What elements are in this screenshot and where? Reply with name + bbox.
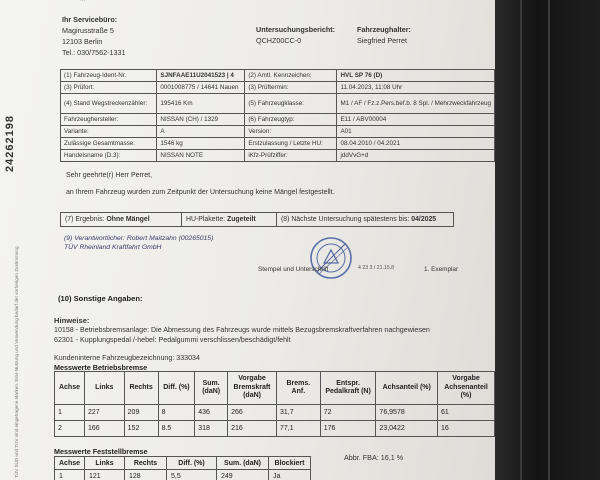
background-edge bbox=[520, 0, 522, 480]
table-cell: 16 bbox=[438, 421, 495, 437]
table-cell: 5,5 bbox=[167, 470, 217, 480]
note-line: 62301 - Kupplungspedal /-hebel: Pedalgummi verschlissen/beschädigt/fehlt bbox=[54, 335, 291, 344]
column-header: Achse bbox=[55, 457, 85, 470]
column-header: Entspr. Pedalkraft (N) bbox=[320, 372, 376, 405]
id-table-row bbox=[61, 150, 495, 162]
id-value: SJNFAAE11U2041523 | 4 bbox=[157, 70, 245, 82]
id-label: (1) Fahrzeug-Ident-Nr. bbox=[61, 70, 157, 82]
parking-brake-table bbox=[54, 456, 311, 480]
id-label: (4) Stand Wegstreckenzähler: bbox=[61, 94, 157, 114]
table-cell: 176 bbox=[320, 421, 376, 437]
table-cell: 77,1 bbox=[276, 421, 320, 437]
stamp-signature-label: Stempel und Unterschrift bbox=[258, 266, 329, 273]
note-line: 10158 - Betriebsbremsanlage: Die Abmessung des Fahrzeugs wurde mittels Bezugsbremskraftverfahren nachgewiesen bbox=[54, 325, 430, 334]
vehicle-owner-block bbox=[357, 24, 411, 46]
table-cell: 2 bbox=[55, 421, 85, 437]
id-value: HVL SP 76 (D) bbox=[337, 70, 495, 82]
tuv-stamp-icon bbox=[309, 236, 353, 280]
table-cell: 8 bbox=[158, 405, 195, 421]
table-cell: Ja bbox=[269, 470, 311, 480]
table-row bbox=[55, 421, 495, 437]
id-table-row bbox=[61, 70, 495, 82]
id-value: 0001008775 / 14641 Nauen bbox=[157, 82, 245, 94]
id-value: 195416 Km bbox=[157, 94, 245, 114]
side-fine-print: TÜV SÜD und TÜV sind eingetragene Marken. Eine Nutzung und Verwendung bedarf der vorherigen Zustimmung bbox=[14, 246, 19, 478]
stamp-code: 4 23 3 / 21.15.8 bbox=[358, 265, 395, 271]
vehicle-id-table bbox=[60, 69, 495, 162]
table-cell: 31,7 bbox=[276, 405, 320, 421]
column-header: Rechts bbox=[125, 457, 167, 470]
table-cell: 436 bbox=[195, 405, 228, 421]
greeting-text: Sehr geehrte(r) Herr Perret, bbox=[66, 172, 152, 179]
id-label: Zulässige Gesamtmasse: bbox=[61, 138, 157, 150]
id-value: A bbox=[157, 126, 245, 138]
id-value: jddVvG+d bbox=[337, 150, 495, 162]
top-cut-text: ... bbox=[80, 0, 86, 3]
next-inspection-value: 04/2025 bbox=[411, 216, 437, 223]
responsible-company: TÜV Rheinland Kraftfahrt GmbH bbox=[64, 244, 162, 251]
id-label: (5) Fahrzeugklasse: bbox=[245, 94, 337, 114]
copy-label: 1. Exemplar bbox=[424, 266, 459, 273]
column-header: Sum. (daN) bbox=[217, 457, 269, 470]
report-value: QCHZ00CC-0 bbox=[256, 36, 302, 45]
service-brake-title: Messwerte Betriebsbremse bbox=[54, 363, 148, 372]
next-inspection-label: (8) Nächste Untersuchung spätestens bis: bbox=[281, 216, 410, 223]
table-cell: 209 bbox=[124, 405, 158, 421]
result-status-table bbox=[60, 212, 454, 227]
table-cell: 61 bbox=[438, 405, 495, 421]
id-value: A01 bbox=[337, 126, 495, 138]
service-brake-table bbox=[54, 371, 495, 437]
column-header: Diff. (%) bbox=[167, 457, 217, 470]
id-value: 08.04.2010 / 04.2021 bbox=[337, 138, 495, 150]
column-header: Achse bbox=[55, 372, 85, 405]
id-label: Erstzulassung / Letzte HU: bbox=[245, 138, 337, 150]
id-table-row bbox=[61, 82, 495, 94]
column-header: Links bbox=[84, 372, 124, 405]
id-label: (3) Prüfort: bbox=[61, 82, 157, 94]
column-header: Diff. (%) bbox=[158, 372, 195, 405]
table-cell: 1 bbox=[55, 405, 85, 421]
table-cell: 8.5 bbox=[158, 421, 195, 437]
responsible-person: (9) Verantwortlicher: Robert Maitzahn (00265015) bbox=[64, 235, 214, 242]
result-statement: an Ihrem Fahrzeug wurden zum Zeitpunkt der Untersuchung keine Mängel festgestellt. bbox=[66, 189, 335, 196]
result-label: (7) Ergebnis: bbox=[65, 216, 105, 223]
owner-value: Siegfried Perret bbox=[357, 36, 407, 45]
id-label: (6) Fahrzeugtyp: bbox=[245, 114, 337, 126]
table-row bbox=[55, 405, 495, 421]
table-cell: 152 bbox=[124, 421, 158, 437]
id-value: 11.04.2023, 11:08 Uhr bbox=[337, 82, 495, 94]
id-label: iKfz-Prüfziffer: bbox=[245, 150, 337, 162]
table-cell: 128 bbox=[125, 470, 167, 480]
service-office-title: Ihr Servicebüro: bbox=[62, 15, 118, 24]
next-inspection-cell bbox=[277, 213, 454, 227]
table-row bbox=[55, 470, 311, 480]
id-table-row bbox=[61, 138, 495, 150]
abbr-fba-value: Abbr. FBA: 16,1 % bbox=[344, 453, 404, 462]
result-value: Ohne Mängel bbox=[106, 216, 150, 223]
column-header: Blockiert bbox=[269, 457, 311, 470]
notes-title: Hinweise: bbox=[54, 316, 90, 325]
id-table-row bbox=[61, 126, 495, 138]
report-label: Untersuchungsbericht: bbox=[256, 25, 336, 34]
service-office-city: 12103 Berlin bbox=[62, 37, 103, 46]
responsible-block bbox=[64, 234, 213, 252]
id-label: Version: bbox=[245, 126, 337, 138]
sticker-cell bbox=[182, 213, 277, 227]
id-label: Fahrzeughersteller: bbox=[61, 114, 157, 126]
column-header: Vorgabe Achsenanteil (%) bbox=[438, 372, 495, 405]
id-value: E11 / ABV00004 bbox=[337, 114, 495, 126]
table-cell: 318 bbox=[195, 421, 228, 437]
sticker-label: HU-Plakette: bbox=[186, 216, 226, 223]
id-label: (2) Amtl. Kennzeichen: bbox=[245, 70, 337, 82]
owner-label: Fahrzeughalter: bbox=[357, 25, 411, 34]
table-cell: 166 bbox=[84, 421, 124, 437]
id-label: Variante: bbox=[61, 126, 157, 138]
id-table-row bbox=[61, 94, 495, 114]
sticker-value: Zugeteilt bbox=[226, 216, 256, 223]
table-cell: 227 bbox=[84, 405, 124, 421]
customer-vehicle-label: Kundeninterne Fahrzeugbezeichnung: 333034 bbox=[54, 354, 200, 362]
column-header: Rechts bbox=[124, 372, 158, 405]
service-office-street: Magirusstraße 5 bbox=[62, 26, 114, 35]
table-cell: 72 bbox=[320, 405, 376, 421]
table-cell: 23,0422 bbox=[376, 421, 438, 437]
id-value: M1 / AF / Fz.z.Pers.bef.b. 8 Spl. / Mehrzweckfahrzeug bbox=[337, 94, 495, 114]
column-header: Vorgabe Bremskraft (daN) bbox=[228, 372, 277, 405]
service-office-tel: Tel.: 030/7562-1331 bbox=[62, 48, 126, 57]
table-cell: 121 bbox=[85, 470, 125, 480]
background-edge bbox=[548, 0, 550, 480]
table-cell: 1 bbox=[55, 470, 85, 480]
parking-brake-title: Messwerte Feststellbremse bbox=[54, 447, 148, 456]
id-value: NISSAN (CH) / 1329 bbox=[157, 114, 245, 126]
notes-block bbox=[54, 316, 430, 345]
report-number-block bbox=[256, 24, 335, 46]
id-label: (3) Prüftermin: bbox=[245, 82, 337, 94]
id-table-row bbox=[61, 114, 495, 126]
id-value: NISSAN NOTE bbox=[157, 150, 245, 162]
column-header: Achsanteil (%) bbox=[376, 372, 438, 405]
table-cell: 216 bbox=[228, 421, 277, 437]
table-cell: 249 bbox=[217, 470, 269, 480]
table-cell: 76,9578 bbox=[376, 405, 438, 421]
document-side-number: 24262198 bbox=[4, 115, 16, 172]
other-info-title: (10) Sonstige Angaben: bbox=[58, 294, 143, 303]
id-label: Handelsname (D.3): bbox=[61, 150, 157, 162]
column-header: Links bbox=[85, 457, 125, 470]
column-header: Sum. (daN) bbox=[195, 372, 228, 405]
result-cell bbox=[61, 213, 182, 227]
service-office-block bbox=[62, 14, 126, 58]
id-value: 1546 kg bbox=[157, 138, 245, 150]
column-header: Brems. Anf. bbox=[276, 372, 320, 405]
table-cell: 266 bbox=[228, 405, 277, 421]
